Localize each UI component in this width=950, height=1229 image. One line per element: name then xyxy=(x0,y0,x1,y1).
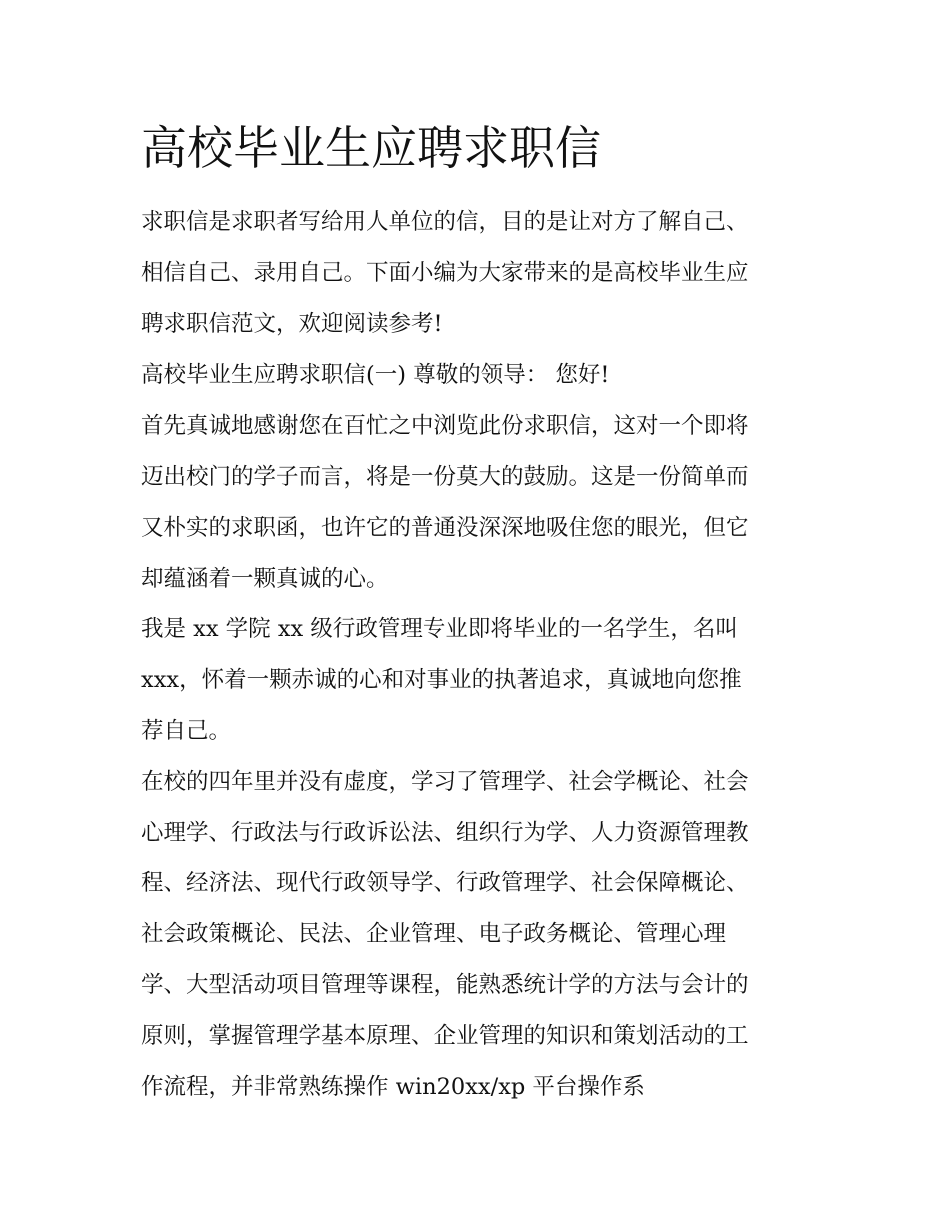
body-line: 社会政策概论、民法、企业管理、电子政务概论、管理心理 xyxy=(141,921,727,947)
body-line: 迈出校门的学子而言，将是一份莫大的鼓励。这是一份简单而 xyxy=(141,464,749,490)
body-line: 却蕴涵着一颗真诚的心。 xyxy=(141,566,389,592)
body-line: 又朴实的求职函，也许它的普通没深深地吸住您的眼光，但它 xyxy=(141,515,749,541)
body-line: 作流程，并非常熟练操作 win20xx/xp 平台操作系 xyxy=(141,1074,645,1100)
body-line: 聘求职信范文，欢迎阅读参考! xyxy=(141,311,443,337)
body-line: 程、经济法、现代行政领导学、行政管理学、社会保障概论、 xyxy=(141,870,749,896)
body-line: 高校毕业生应聘求职信(一) 尊敬的领导： 您好! xyxy=(141,362,610,388)
body-line: 首先真诚地感谢您在百忙之中浏览此份求职信，这对一个即将 xyxy=(141,413,749,439)
body-line: 荐自己。 xyxy=(141,718,232,744)
body-line: 求职信是求职者写给用人单位的信，目的是让对方了解自己、 xyxy=(141,209,749,235)
body-line: 相信自己、录用自己。下面小编为大家带来的是高校毕业生应 xyxy=(141,260,749,286)
body-line: 学、大型活动项目管理等课程，能熟悉统计学的方法与会计的 xyxy=(141,972,749,998)
document-title: 高校毕业生应聘求职信 xyxy=(141,121,601,175)
body-line: xxx，怀着一颗赤诚的心和对事业的执著追求，真诚地向您推 xyxy=(141,667,742,693)
body-line: 我是 xx 学院 xx 级行政管理专业即将毕业的一名学生，名叫 xyxy=(141,616,738,642)
body-line: 心理学、行政法与行政诉讼法、组织行为学、人力资源管理教 xyxy=(141,820,749,846)
body-line: 在校的四年里并没有虚度，学习了管理学、社会学概论、社会 xyxy=(141,769,749,795)
body-line: 原则，掌握管理学基本原理、企业管理的知识和策划活动的工 xyxy=(141,1023,749,1049)
